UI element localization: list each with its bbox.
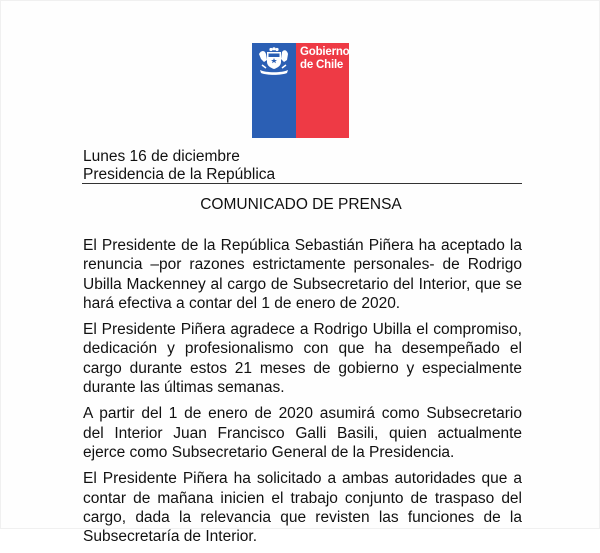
header-divider [82, 183, 522, 184]
logo-blue-panel [252, 43, 296, 138]
coat-of-arms-icon [256, 46, 292, 76]
paragraph-1: El Presidente de la República Sebastián Piñera ha aceptado la renuncia –por razones estrictamente personales- de Rodrigo Ubilla Mackenney al cargo de Subsecretario del Interior, que se hará efectiva a contar del 1 de enero de 2020. [83, 237, 522, 312]
release-date: Lunes 16 de diciembre [83, 148, 240, 165]
logo-brand-line2: de Chile [300, 59, 344, 71]
issuing-office: Presidencia de la República [83, 166, 276, 183]
paragraph-2: El Presidente Piñera agradece a Rodrigo Ubilla el compromiso, dedicación y profesionalismo con que ha desempeñado el cargo durante estos 21 meses de gobierno y especialmente durante las últimas semanas. [83, 321, 522, 397]
logo-red-panel [296, 43, 349, 138]
gobierno-de-chile-logo [252, 43, 349, 138]
paragraph-4: El Presidente Piñera ha solicitado a ambas autoridades que a contar de mañana inicien el trabajo conjunto de traspaso del cargo, dada la relevancia que revisten las funciones de la Subsecretaría de Interior. [83, 470, 522, 546]
document-body [83, 236, 522, 553]
paragraph-3: A partir del 1 de enero de 2020 asumirá como Subsecretario del Interior Juan Francisco Galli Basili, quien actualmente ejerce como Subsecretario General de la Presidencia. [83, 405, 522, 461]
logo-brand-line1: Gobierno [300, 46, 350, 58]
logo-brand-text [300, 46, 350, 72]
document-header [83, 148, 275, 184]
document-title: COMUNICADO DE PRENSA [200, 196, 402, 213]
